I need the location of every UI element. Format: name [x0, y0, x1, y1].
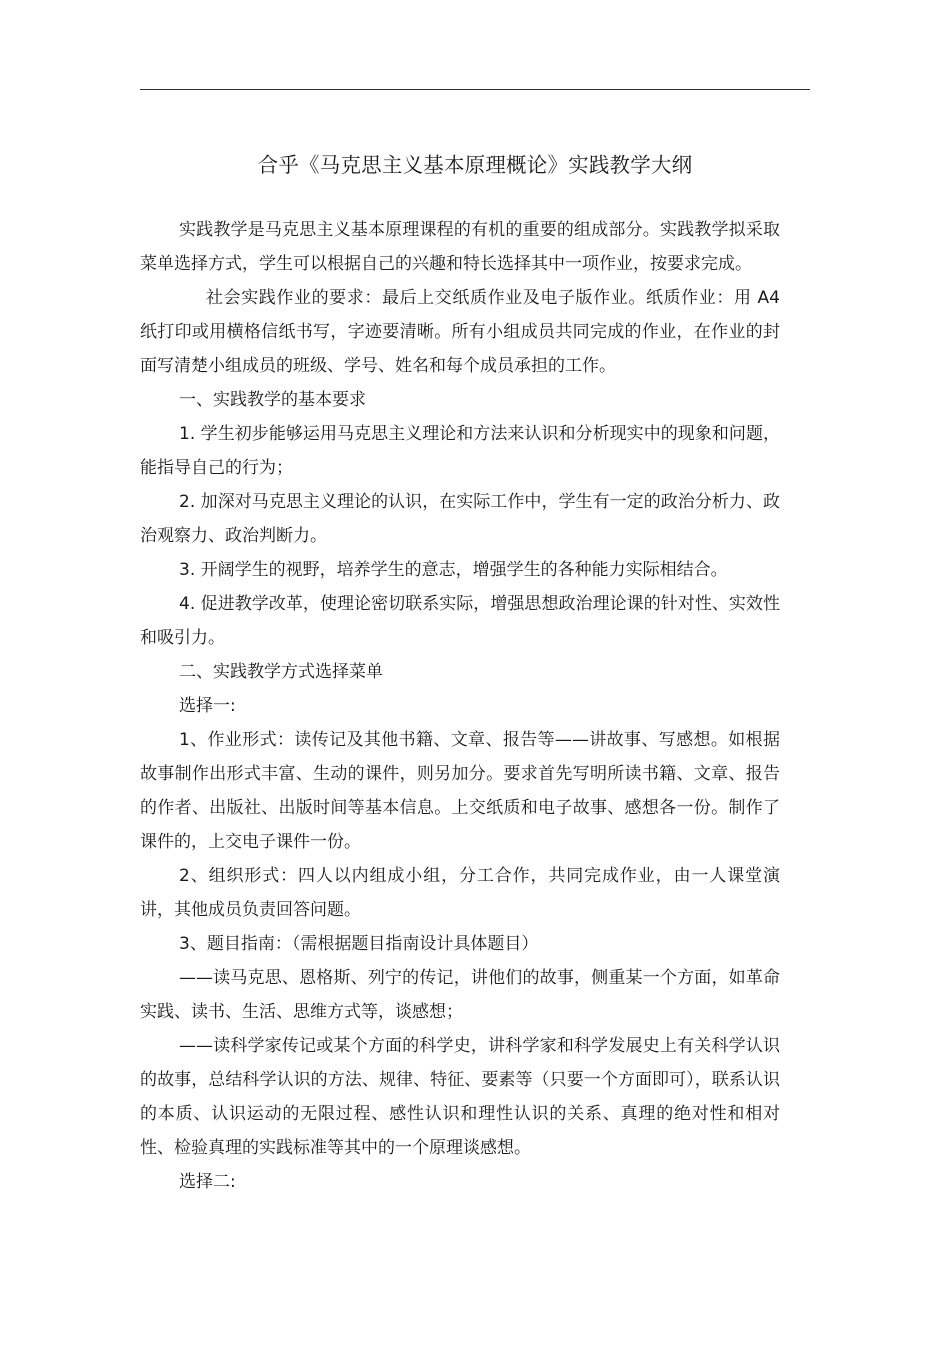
section-heading-2: 二、实践教学方式选择菜单: [179, 662, 383, 682]
option-label: 选择二:: [179, 1172, 236, 1192]
list-item: 3. 开阔学生的视野，培养学生的意志，增强学生的各种能力实际相结合。: [179, 560, 728, 580]
header-rule: [140, 89, 810, 90]
paragraph: ——读马克思、恩格斯、列宁的传记，讲他们的故事，侧重某一个方面，如革命实践、读书、生活、思维方式等，谈感想；: [140, 968, 780, 1022]
section-heading-1: 一、实践教学的基本要求: [179, 390, 366, 410]
paragraph: 2、组织形式：四人以内组成小组，分工合作，共同完成作业，由一人课堂演讲，其他成员负责回答问题。: [140, 866, 780, 920]
paragraph: 3、题目指南：（需根据题目指南设计具体题目）: [179, 934, 539, 954]
paragraph: 1、作业形式：读传记及其他书籍、文章、报告等——讲故事、写感想。如根据故事制作出形式丰富、生动的课件，则另加分。要求首先写明所读书籍、文章、报告的作者、出版社、出版时间等基本信息。上交纸质和电子故事、感想各一份。制作了课件的，上交电子课件一份。: [140, 730, 780, 852]
document-body: [140, 213, 780, 1199]
paragraph-requirements: 社会实践作业的要求：最后上交纸质作业及电子版作业。纸质作业：用 A4 纸打印或用横格信纸书写，字迹要清晰。所有小组成员共同完成的作业，在作业的封面写清楚小组成员的班级、学号、姓名和每个成员承担的工作。: [140, 288, 780, 376]
list-item: 4. 促进教学改革，使理论密切联系实际，增强思想政治理论课的针对性、实效性和吸引力。: [140, 594, 780, 648]
option-label: 选择一:: [179, 696, 236, 716]
list-item: 2. 加深对马克思主义理论的认识，在实际工作中，学生有一定的政治分析力、政治观察力、政治判断力。: [140, 492, 780, 546]
paragraph-intro: 实践教学是马克思主义基本原理课程的有机的重要的组成部分。实践教学拟采取菜单选择方式，学生可以根据自己的兴趣和特长选择其中一项作业，按要求完成。: [140, 220, 780, 274]
list-item: 1. 学生初步能够运用马克思主义理论和方法来认识和分析现实中的现象和问题，能指导自己的行为；: [140, 424, 780, 478]
document-title: 合乎《马克思主义基本原理概论》实践教学大纲: [257, 153, 693, 177]
paragraph: ——读科学家传记或某个方面的科学史，讲科学家和科学发展史上有关科学认识的故事，总结科学认识的方法、规律、特征、要素等（只要一个方面即可），联系认识的本质、认识运动的无限过程、感性认识和理性认识的关系、真理的绝对性和相对性、检验真理的实践标准等其中的一个原理谈感想。: [140, 1036, 780, 1158]
